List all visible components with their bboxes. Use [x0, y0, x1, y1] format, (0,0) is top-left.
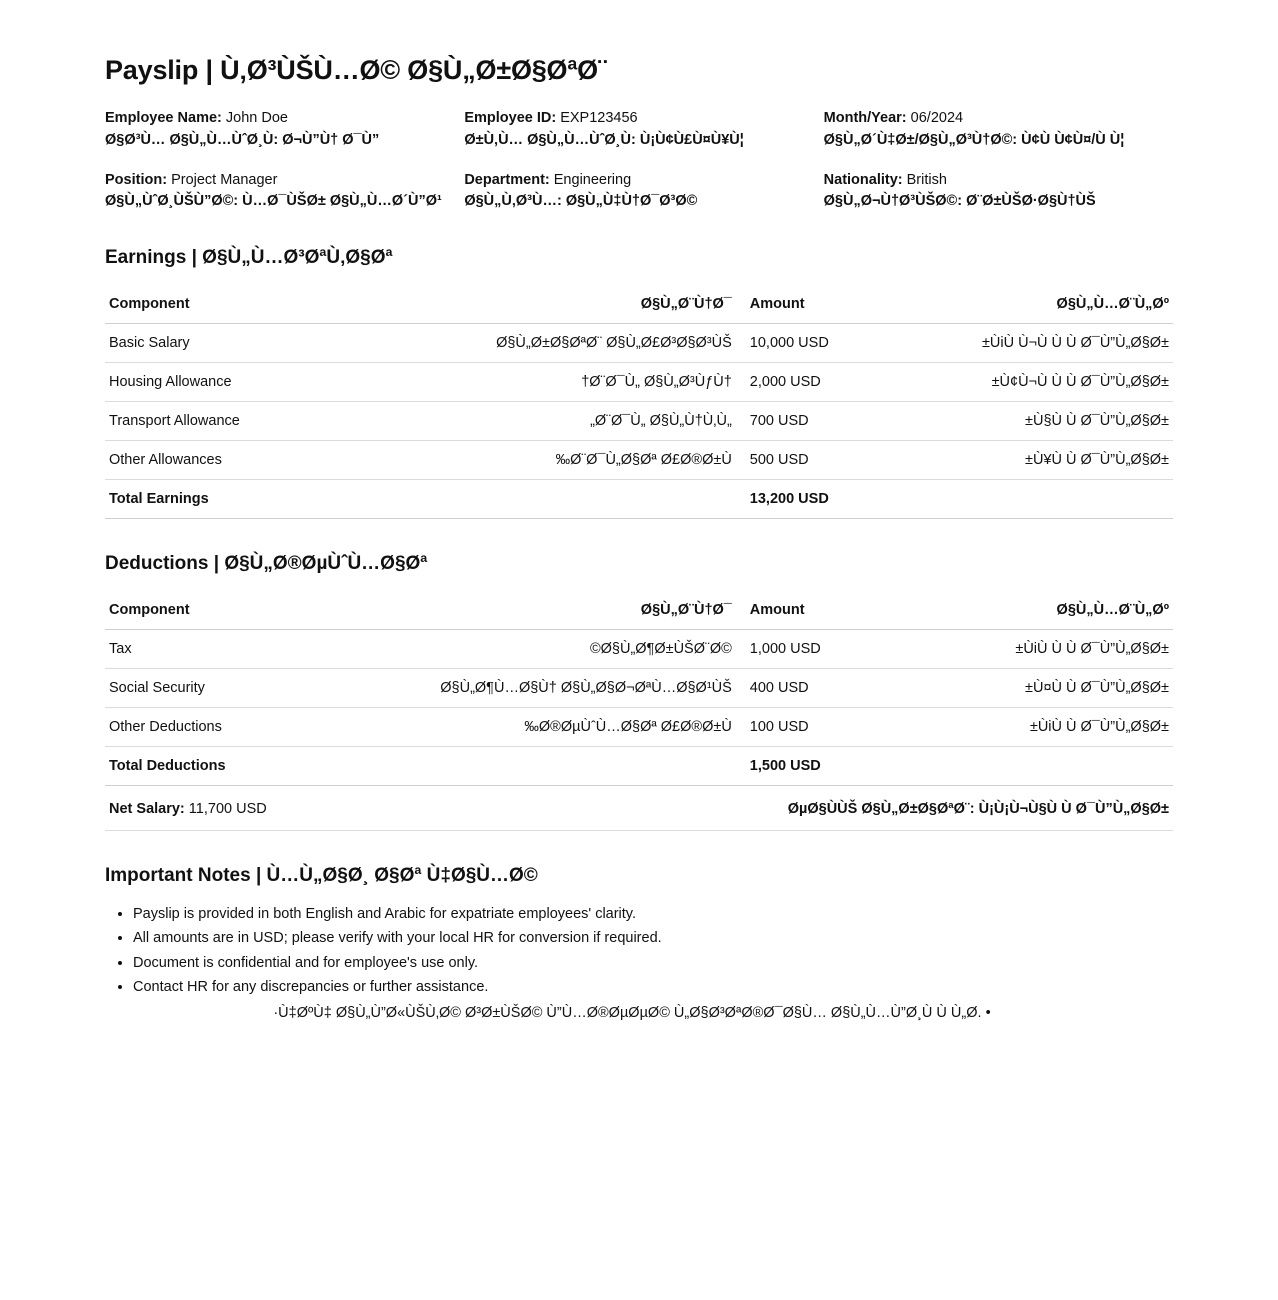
total-value: 13,200 USD [746, 480, 917, 519]
cell-amount: 500 USD [746, 441, 917, 480]
table-row [105, 363, 1173, 402]
cell-amount-arabic: ±ÙiÙ Ù Ø¯Ù”Ù„Ø§Ø± [917, 708, 1173, 747]
deductions-heading: Deductions | Ø§Ù„Ø®ØµÙˆÙ…Ø§Øª [105, 553, 428, 574]
deductions-table-head [105, 591, 1173, 630]
meta-value: Project Manager [171, 171, 278, 188]
total-spacer-arabic [917, 480, 1173, 519]
meta-value: EXP123456 [560, 110, 638, 126]
earnings-total-row [105, 480, 1173, 519]
cell-amount: 10,000 USD [746, 324, 917, 363]
cell-amount: 2,000 USD [746, 363, 917, 402]
meta-arabic [105, 130, 454, 152]
notes-arabic-line [105, 1005, 1173, 1021]
col-component: Component [105, 591, 415, 630]
list-item: • All amounts are in USD; please verify with your local HR for conversion if required. [133, 927, 1173, 949]
meta-nationality [824, 170, 1173, 214]
meta-arabic-label: Ø±Ù‚Ù… Ø§Ù„Ù…ÙˆØ¸Ù: [464, 131, 636, 148]
meta-arabic [464, 191, 813, 213]
table-row [105, 441, 1173, 480]
meta-arabic-label: Ø§Ù„ÙˆØ¸ÙŠÙ”Ø©: [105, 193, 239, 210]
meta-arabic-label: Ø§Ù„Ù‚Ø³Ù…: [464, 193, 562, 210]
meta-label: Employee ID: [464, 110, 557, 126]
meta-label: Month/Year: [823, 110, 907, 126]
cell-component: Basic Salary [105, 324, 415, 363]
cell-amount-arabic: ±Ù§Ù Ù Ø¯Ù”Ù„Ø§Ø± [917, 402, 1173, 441]
col-component-arabic: Ø§Ù„Ø¨Ù†Ø¯ [415, 591, 746, 630]
table-header-row [105, 591, 1173, 630]
col-component: Component [105, 285, 415, 324]
net-salary-label: Net Salary: [109, 801, 185, 817]
earnings-table-head [105, 285, 1173, 324]
meta-arabic [105, 191, 454, 213]
cell-amount-arabic: ±Ù¢Ù¬Ù Ù Ù Ø¯Ù”Ù„Ø§Ø± [917, 363, 1173, 402]
col-amount: Amount [746, 285, 917, 324]
cell-component-arabic: Ø§Ù„Ø¶Ù…Ø§Ù† Ø§Ù„Ø§Ø¬ØªÙ…Ø§Ø¹ÙŠ [415, 669, 746, 708]
net-salary-arabic [788, 801, 1169, 817]
total-spacer-arabic [917, 747, 1173, 786]
meta-arabic [464, 130, 813, 152]
col-component-arabic: Ø§Ù„Ø¨Ù†Ø¯ [415, 285, 746, 324]
list-item: • Payslip is provided in both English and Arabic for expatriate employees' clarity. [133, 903, 1173, 925]
table-row [105, 402, 1173, 441]
meta-value: British [906, 171, 947, 188]
net-salary-row [105, 788, 1173, 831]
meta-label: Department: [464, 171, 550, 188]
net-salary-arabic-label: ØµØ§ÙÙŠ Ø§Ù„Ø±Ø§ØªØ¨: [787, 801, 975, 817]
col-amount-arabic: Ø§Ù„Ù…Ø¨Ù„Øº [917, 591, 1173, 630]
meta-arabic-value: Ù¡Ù¢Ù£Ù¤Ù¥Ù¦ [639, 131, 744, 148]
cell-component: Other Allowances [105, 441, 415, 480]
cell-component-arabic: ‰Ø®ØµÙˆÙ…Ø§Øª Ø£Ø®Ø±Ù [415, 708, 746, 747]
list-item: • Contact HR for any discrepancies or further assistance. [133, 976, 1173, 998]
total-spacer [415, 747, 746, 786]
cell-amount-arabic: ±ÙiÙ Ù Ù Ø¯Ù”Ù„Ø§Ø± [917, 630, 1173, 669]
meta-label: Position: [105, 171, 168, 188]
col-amount: Amount [746, 591, 917, 630]
meta-arabic-value: Ø¨Ø±ÙŠØ·Ø§Ù†ÙŠ [966, 193, 1096, 210]
cell-amount-arabic: ±ÙiÙ Ù¬Ù Ù Ù Ø¯Ù”Ù„Ø§Ø± [917, 324, 1173, 363]
meta-arabic-label: Ø§Ù„Ø¬Ù†Ø³ÙŠØ©: [823, 193, 963, 210]
cell-component-arabic: Ø§Ù„Ø±Ø§ØªØ¨ Ø§Ù„Ø£Ø³Ø§Ø³ÙŠ [415, 324, 746, 363]
employee-meta-grid [105, 108, 1173, 213]
meta-month-year [824, 108, 1173, 152]
deductions-total-row [105, 747, 1173, 786]
cell-component: Transport Allowance [105, 402, 415, 441]
total-value: 1,500 USD [746, 747, 917, 786]
net-salary-arabic-value: Ù¡Ù¡Ù¬Ù§Ù Ù Ø¯Ù”Ù„Ø§Ø± [978, 801, 1169, 817]
meta-value: Engineering [553, 171, 632, 188]
list-item: • Document is confidential and for employee's use only. [133, 952, 1173, 974]
net-salary-value: 11,700 USD [188, 801, 267, 817]
notes-arabic-text: .Ù‡ØºÙ‡ Ø§Ù„Ù”Ø«ÙŠÙ‚Ø© Ø³Ø±ÙŠØ© Ù”Ù…Ø®ØµØµØ© Ù„Ø§Ø³ØªØ®Ø¯Ø§Ù… Ø§Ù„Ù…Ù”Ø¸Ù Ù Ù„Ø· [273, 1004, 982, 1021]
meta-arabic-label: Ø§Ø³Ù… Ø§Ù„Ù…ÙˆØ¸Ù: [105, 131, 279, 148]
cell-component: Social Security [105, 669, 415, 708]
deductions-table [105, 591, 1173, 786]
meta-value: 06/2024 [910, 110, 964, 126]
meta-arabic [824, 130, 1173, 152]
meta-label: Nationality: [823, 171, 903, 188]
meta-employee-name [105, 108, 454, 152]
meta-arabic-value: Ù¢Ù Ù¢Ù¤/Ù Ù¦ [1021, 131, 1125, 148]
table-row [105, 708, 1173, 747]
cell-amount: 400 USD [746, 669, 917, 708]
cell-component-arabic: „Ø¨Ø¯Ù„ Ø§Ù„Ù†Ù‚Ù„ [415, 402, 746, 441]
earnings-table-body [105, 324, 1173, 519]
page-title: Payslip | Ù‚Ø³ÙŠÙ…Ø© Ø§Ù„Ø±Ø§ØªØ¨ [105, 55, 607, 85]
earnings-table [105, 285, 1173, 519]
cell-component: Tax [105, 630, 415, 669]
col-amount-arabic: Ø§Ù„Ù…Ø¨Ù„Øº [917, 285, 1173, 324]
total-label: Total Deductions [105, 747, 415, 786]
cell-component: Housing Allowance [105, 363, 415, 402]
meta-label: Employee Name: [105, 110, 222, 126]
deductions-table-body [105, 630, 1173, 786]
meta-arabic-value: Ø¬Ù”Ù† Ø¯Ù” [282, 131, 380, 148]
notes-list [105, 903, 1173, 999]
cell-amount-arabic: ±Ù¥Ù Ù Ø¯Ù”Ù„Ø§Ø± [917, 441, 1173, 480]
cell-amount: 1,000 USD [746, 630, 917, 669]
cell-amount: 100 USD [746, 708, 917, 747]
cell-amount-arabic: ±Ù¤Ù Ù Ø¯Ù”Ù„Ø§Ø± [917, 669, 1173, 708]
net-salary-english [109, 801, 267, 817]
meta-value: John Doe [225, 110, 288, 126]
table-row [105, 630, 1173, 669]
meta-arabic-label: Ø§Ù„Ø´Ù‡Ø±/Ø§Ù„Ø³Ù†Ø©: [823, 131, 1018, 148]
meta-arabic-value: Ù…Ø¯ÙŠØ± Ø§Ù„Ù…Ø´Ù”Ø¹ [242, 193, 442, 210]
table-header-row [105, 285, 1173, 324]
cell-component: Other Deductions [105, 708, 415, 747]
notes-heading: Important Notes | Ù…Ù„Ø§Ø¸ Ø§Øª Ù‡Ø§Ù…Ø© [105, 865, 538, 886]
meta-arabic-value: Ø§Ù„Ù‡Ù†Ø¯Ø³Ø© [565, 193, 698, 210]
cell-component-arabic: †Ø¨Ø¯Ù„ Ø§Ù„Ø³ÙƒÙ† [415, 363, 746, 402]
meta-arabic [824, 191, 1173, 213]
meta-position [105, 170, 454, 214]
meta-employee-id [464, 108, 813, 152]
table-row [105, 324, 1173, 363]
earnings-heading: Earnings | Ø§Ù„Ù…Ø³ØªÙ‚Ø§Øª [105, 247, 393, 268]
total-spacer [415, 480, 746, 519]
cell-amount: 700 USD [746, 402, 917, 441]
cell-component-arabic: ‰Ø¨Ø¯Ù„Ø§Øª Ø£Ø®Ø±Ù [415, 441, 746, 480]
table-row [105, 669, 1173, 708]
total-label: Total Earnings [105, 480, 415, 519]
cell-component-arabic: ©Ø§Ù„Ø¶Ø±ÙŠØ¨Ø© [415, 630, 746, 669]
notes-arabic-bullet: • [985, 1004, 991, 1021]
meta-department [464, 170, 813, 214]
